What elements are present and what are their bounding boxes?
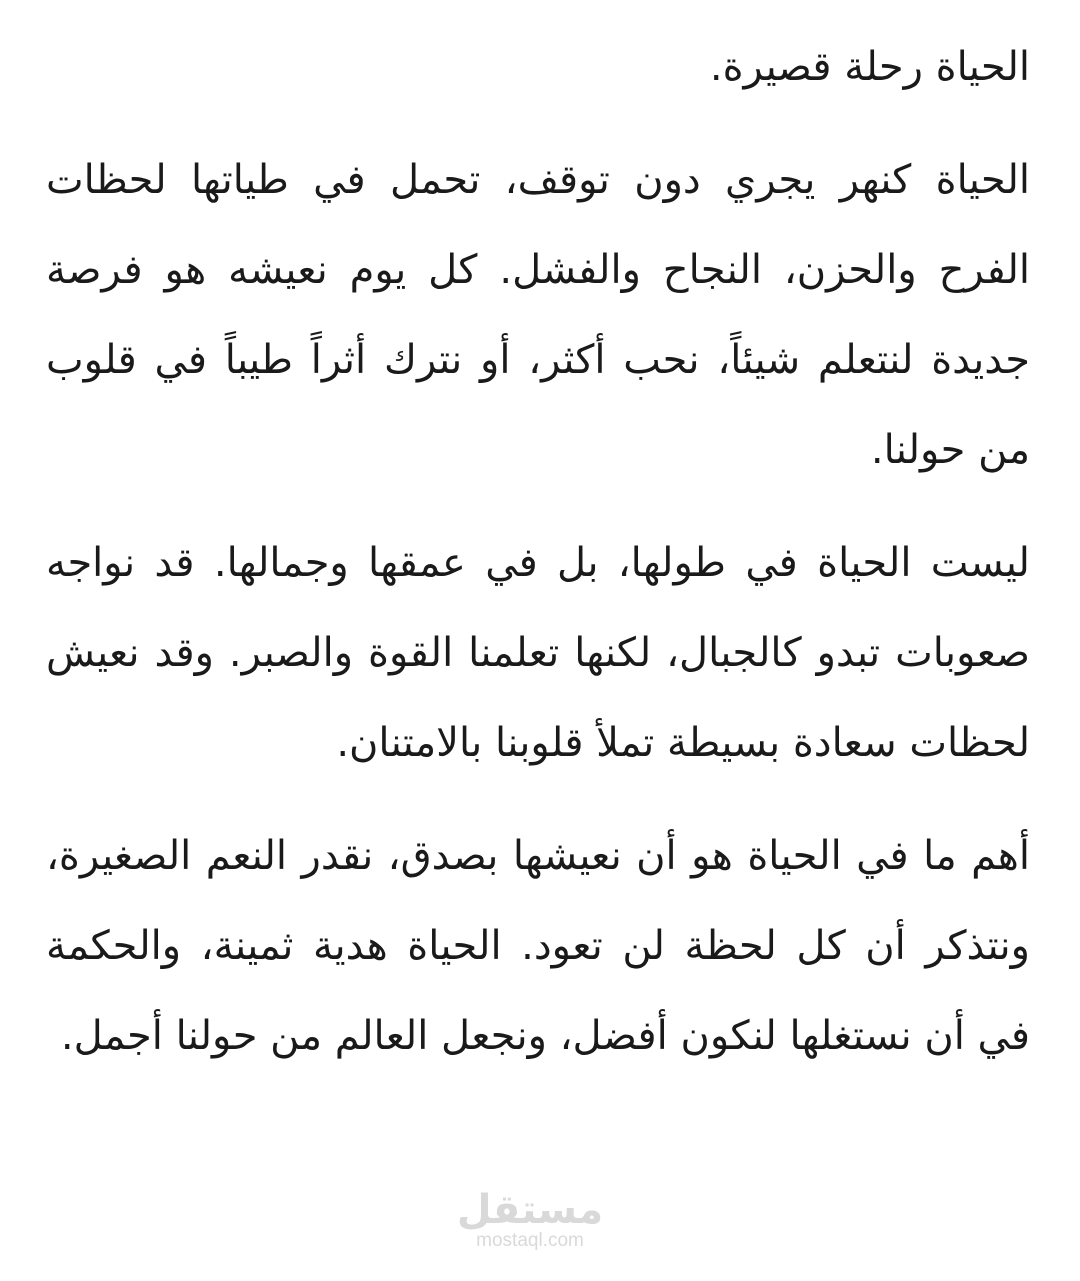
paragraph-title: الحياة رحلة قصيرة. xyxy=(709,44,1030,90)
watermark-logo: مستقل xyxy=(456,1187,604,1233)
paragraph: ليست الحياة في طولها، بل في عمقها وجمالها. قد نواجه صعوبات تبدو كالجبال، لكنها تعلمنا القوة والصبر. وقد نعيش لحظات سعادة بسيطة تملأ قلوبنا بالامتنان. xyxy=(46,540,1030,766)
paragraph: الحياة كنهر يجري دون توقف، تحمل في طياتها لحظات الفرح والحزن، النجاح والفشل. كل يوم نعيشه هو فرصة جديدة لنتعلم شيئاً، نحب أكثر، أو نترك أثراً طيباً في قلوب من حولنا. xyxy=(46,157,1030,473)
article-body xyxy=(46,22,1030,1104)
mostaql-watermark xyxy=(455,1188,605,1252)
paragraph: أهم ما في الحياة هو أن نعيشها بصدق، نقدر النعم الصغيرة، ونتذكر أن كل لحظة لن تعود. الحياة هدية ثمينة، والحكمة في أن نستغلها لنكون أفضل، ونجعل العالم من حولنا أجمل. xyxy=(46,833,1030,1059)
watermark-domain: mostaql.com xyxy=(476,1230,584,1251)
